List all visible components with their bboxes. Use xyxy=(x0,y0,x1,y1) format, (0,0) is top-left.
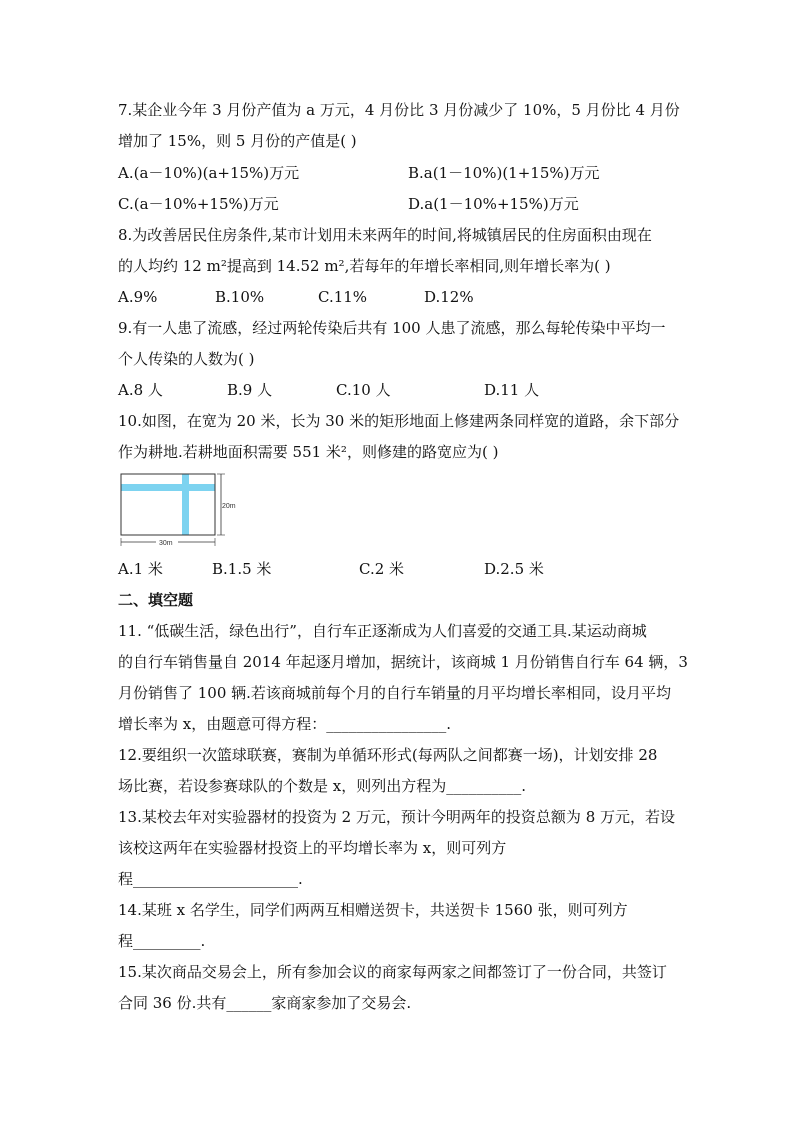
q8-option-c: C.11% xyxy=(318,288,368,306)
q13-line2: 该校这两年在实验器材投资上的平均增长率为 x，则可列方 xyxy=(118,839,507,857)
q10-line2: 作为耕地.若耕地面积需要 551 米²，则修建的路宽应为( ) xyxy=(118,443,499,461)
q10-road-diagram xyxy=(118,469,244,549)
q8-option-b: B.10% xyxy=(215,288,265,306)
q10-option-b: B.1.5 米 xyxy=(212,560,272,578)
q7-option-b: B.a(1－10%)(1+15%)万元 xyxy=(408,164,600,182)
q7-option-a: A.(a－10%)(a+15%)万元 xyxy=(118,164,300,182)
q7-line1: 7.某企业今年 3 月份产值为 a 万元，4 月份比 3 月份减少了 10%，5 月份比 4 月份 xyxy=(118,101,680,119)
q7-line2: 增加了 15%，则 5 月份的产值是( ) xyxy=(118,132,357,150)
q9-line1: 9.有一人患了流感，经过两轮传染后共有 100 人患了流感，那么每轮传染中平均一 xyxy=(118,319,666,337)
q14-line1: 14.某班 x 名学生，同学们两两互相赠送贺卡，共送贺卡 1560 张，则可列方 xyxy=(118,901,628,919)
q8-line2: 的人均约 12 m²提高到 14.52 m²,若每年的年增长率相同,则年增长率为( ) xyxy=(118,257,611,275)
q8-option-a: A.9% xyxy=(118,288,158,306)
q8-line1: 8.为改善居民住房条件,某市计划用未来两年的时间,将城镇居民的住房面积由现在 xyxy=(118,226,652,244)
q12-line1: 12.要组织一次篮球联赛，赛制为单循环形式(每两队之间都赛一场)，计划安排 28 xyxy=(118,746,658,764)
q11-line1: 11. “低碳生活，绿色出行”，自行车正逐渐成为人们喜爱的交通工具.某运动商城 xyxy=(118,622,647,640)
vertical-road xyxy=(182,475,189,535)
q9-option-d: D.11 人 xyxy=(484,381,540,399)
q11-line3: 月份销售了 100 辆.若该商城前每个月的自行车销量的月平均增长率相同，设月平均 xyxy=(118,684,671,702)
q10-option-c: C.2 米 xyxy=(359,560,405,578)
section-heading-fill-blank: 二、填空题 xyxy=(118,591,194,609)
q12-line2: 场比赛，若设参赛球队的个数是 x，则列出方程为__________. xyxy=(118,777,526,795)
width-label: 20m xyxy=(222,503,236,510)
q9-option-c: C.10 人 xyxy=(336,381,391,399)
q14-line2: 程_________. xyxy=(118,932,206,950)
q7-option-d: D.a(1－10%+15%)万元 xyxy=(408,195,579,213)
q9-line2: 个人传染的人数为( ) xyxy=(118,350,255,368)
q10-option-d: D.2.5 米 xyxy=(484,560,544,578)
length-label: 30m xyxy=(159,540,173,547)
q10-option-a: A.1 米 xyxy=(118,560,163,578)
q10-line1: 10.如图，在宽为 20 米，长为 30 米的矩形地面上修建两条同样宽的道路，余下部分 xyxy=(118,412,680,430)
q10-road-figure xyxy=(118,469,244,553)
q11-line2: 的自行车销售量自 2014 年起逐月增加，据统计，该商城 1 月份销售自行车 64 辆，3 xyxy=(118,653,688,671)
field-rect xyxy=(121,474,215,535)
q15-line1: 15.某次商品交易会上，所有参加会议的商家每两家之间都签订了一份合同，共签订 xyxy=(118,963,667,981)
q7-option-c: C.(a－10%+15%)万元 xyxy=(118,195,279,213)
q15-line2: 合同 36 份.共有______家商家参加了交易会. xyxy=(118,994,412,1012)
q9-option-b: B.9 人 xyxy=(227,381,273,399)
q13-line3: 程______________________. xyxy=(118,870,303,888)
horizontal-road xyxy=(122,484,215,491)
q9-option-a: A.8 人 xyxy=(118,381,163,399)
q11-line4: 增长率为 x，由题意可得方程：________________. xyxy=(118,715,451,733)
q8-option-d: D.12% xyxy=(424,288,474,306)
q13-line1: 13.某校去年对实验器材的投资为 2 万元，预计今明两年的投资总额为 8 万元，若设 xyxy=(118,808,676,826)
